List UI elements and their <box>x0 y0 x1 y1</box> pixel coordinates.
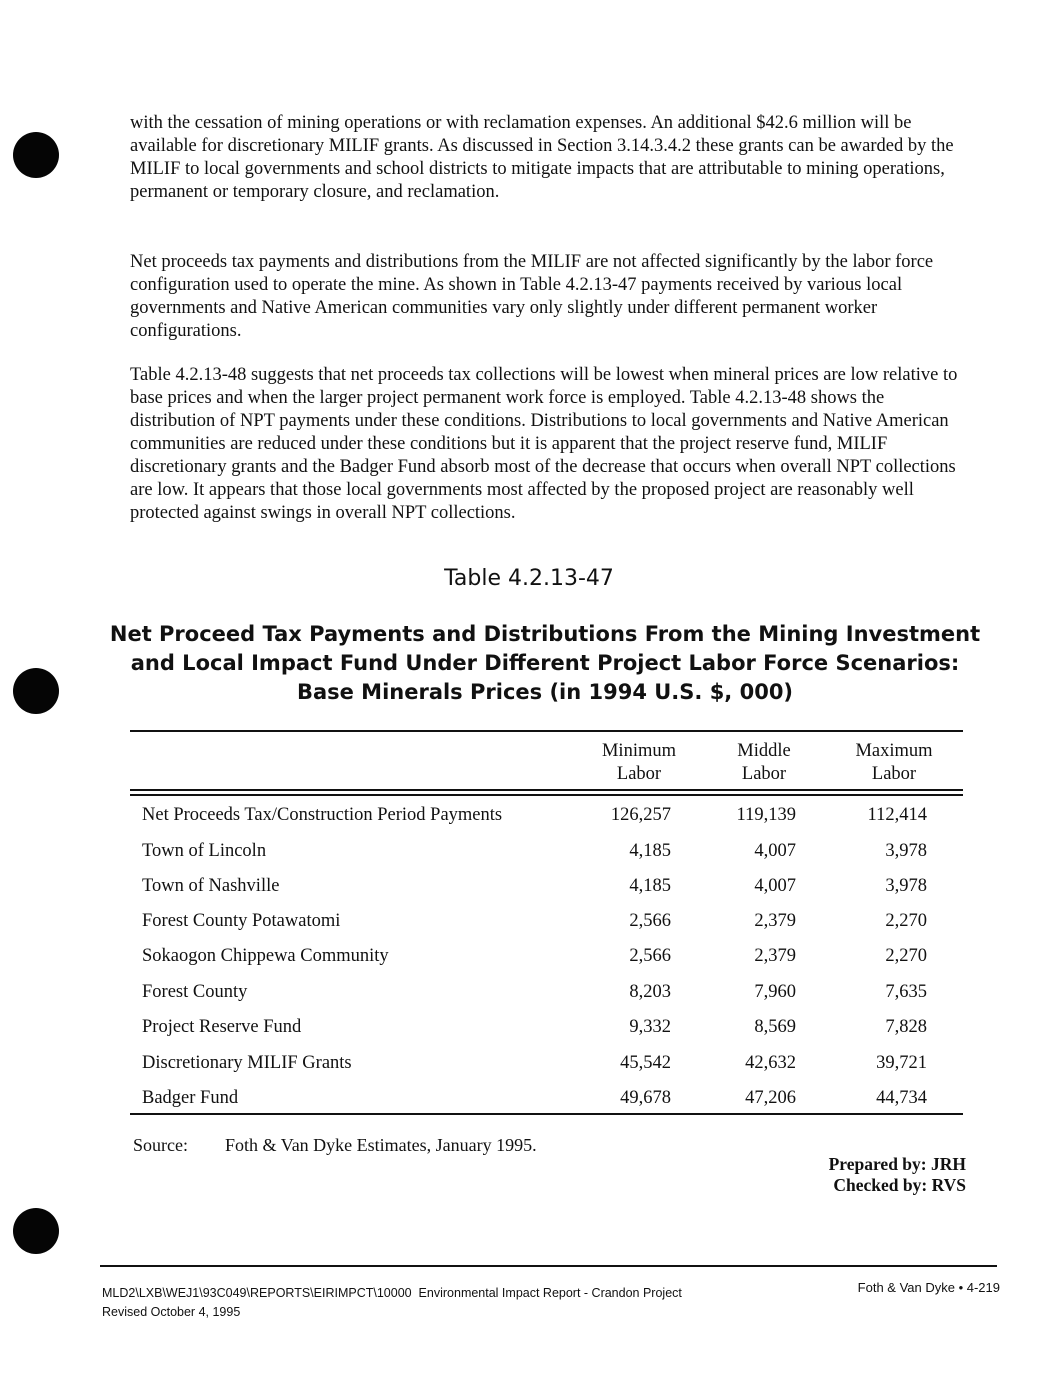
cell-maximum: 3,978 <box>885 841 927 861</box>
cell-minimum: 9,332 <box>629 1017 671 1037</box>
column-header-line: Labor <box>616 764 662 784</box>
row-label: Forest County Potawatomi <box>142 911 341 931</box>
cell-maximum: 2,270 <box>885 911 927 931</box>
cell-maximum: 39,721 <box>876 1053 927 1073</box>
binder-hole-bottom <box>13 1208 59 1254</box>
table-top-rule <box>130 730 963 732</box>
table-row <box>130 1017 963 1052</box>
table-row <box>130 876 963 911</box>
row-label: Project Reserve Fund <box>142 1017 302 1037</box>
source-label: Source: <box>133 1135 188 1155</box>
body-paragraph-3: Table 4.2.13-48 suggests that net proceeds tax collections will be lowest when mineral prices are low relative to base prices and when the larger project permanent work force is employed. Table 4.2.13-48 shows the distribution of NPT payments under these conditions. Distributions to local governments and Native American communities are reduced under these conditions but it is apparent that the project reserve fund, MILIF discretionary grants and the Badger Fund absorb most of the decrease that occurs when overall NPT collections are low. It appears that those local governments most affected by the proposed project are reasonably well protected against swings in overall NPT collections. <box>130 365 958 523</box>
cell-maximum: 44,734 <box>876 1088 927 1108</box>
header-double-rule-upper <box>130 789 963 791</box>
table-source <box>133 1135 537 1156</box>
column-header-line: Minimum <box>601 741 676 761</box>
cell-maximum: 3,978 <box>885 876 927 896</box>
cell-minimum: 126,257 <box>610 805 671 825</box>
column-header-line: Middle <box>737 741 791 761</box>
column-header-line: Labor <box>871 764 917 784</box>
cell-minimum: 45,542 <box>620 1053 671 1073</box>
cell-minimum: 2,566 <box>629 911 671 931</box>
footer-revised: Revised October 4, 1995 <box>102 1305 241 1319</box>
cell-middle: 42,632 <box>745 1053 796 1073</box>
footer-page-id: Foth & Van Dyke • 4-219 <box>857 1280 1000 1295</box>
binder-hole-middle <box>13 668 59 714</box>
cell-maximum: 2,270 <box>885 946 927 966</box>
row-label: Forest County <box>142 982 248 1002</box>
footer-left <box>102 1284 682 1322</box>
signoff-block <box>829 1154 966 1196</box>
body-paragraph-1: with the cessation of mining operations or with reclamation expenses. An additional $42.6 million will be available for discretionary MILIF grants. As discussed in Section 3.14.3.4.2 these grants can be awarded by the MILIF to local governments and school districts to mitigate impacts that are attributable to mining operations, permanent or temporary closure, and reclamation. <box>130 113 954 202</box>
footer-path: MLD2\LXB\WEJ1\93C049\REPORTS\EIRIMPCT\10000 Environmental Impact Report - Crandon Project <box>102 1286 682 1300</box>
column-header-maximum-labor <box>829 740 959 786</box>
cell-middle: 8,569 <box>754 1017 796 1037</box>
column-header-line: Labor <box>741 764 787 784</box>
cell-middle: 47,206 <box>745 1088 796 1108</box>
body-paragraph-2: Net proceeds tax payments and distributions from the MILIF are not affected significantly by the labor force configuration used to operate the mine. As shown in Table 4.2.13-47 payments received by various local governments and Native American communities vary only slightly under different permanent worker configurations. <box>130 252 934 341</box>
cell-minimum: 2,566 <box>629 946 671 966</box>
table-title-line-2: and Local Impact Fund Under Different Project Labor Force Scenarios: <box>130 651 960 675</box>
row-label: Discretionary MILIF Grants <box>142 1053 352 1073</box>
header-double-rule-lower <box>130 794 963 796</box>
column-header-minimum-labor <box>574 740 704 786</box>
cell-minimum: 8,203 <box>629 982 671 1002</box>
table-row <box>130 1053 963 1088</box>
footer-rule <box>100 1265 997 1267</box>
row-label: Badger Fund <box>142 1088 239 1108</box>
table-title <box>100 620 990 707</box>
cell-middle: 4,007 <box>754 876 796 896</box>
cell-middle: 7,960 <box>754 982 796 1002</box>
row-label: Net Proceeds Tax/Construction Period Payments <box>142 805 503 825</box>
table-row <box>130 1088 963 1123</box>
cell-maximum: 112,414 <box>867 805 927 825</box>
cell-maximum: 7,635 <box>885 982 927 1002</box>
table-title-line-1: Net Proceed Tax Payments and Distributions From the Mining Investment <box>109 622 981 646</box>
cell-middle: 2,379 <box>754 911 796 931</box>
table-row <box>130 946 963 981</box>
table-number: Table 4.2.13-47 <box>444 566 614 591</box>
source-text: Foth & Van Dyke Estimates, January 1995. <box>225 1135 537 1155</box>
table-row <box>130 982 963 1017</box>
table-row <box>130 911 963 946</box>
table-title-line-3: Base Minerals Prices (in 1994 U.S. $, 000) <box>296 680 794 704</box>
cell-minimum: 49,678 <box>620 1088 671 1108</box>
column-header-middle-labor <box>699 740 829 786</box>
prepared-by: Prepared by: JRH <box>828 1154 966 1174</box>
row-label: Town of Lincoln <box>142 841 267 861</box>
row-label: Town of Nashville <box>142 876 280 896</box>
cell-minimum: 4,185 <box>629 841 671 861</box>
cell-minimum: 4,185 <box>629 876 671 896</box>
row-label: Sokaogon Chippewa Community <box>142 946 389 966</box>
cell-middle: 4,007 <box>754 841 796 861</box>
table-row <box>130 841 963 876</box>
cell-middle: 2,379 <box>754 946 796 966</box>
cell-maximum: 7,828 <box>885 1017 927 1037</box>
column-header-line: Maximum <box>855 741 933 761</box>
table-row <box>130 805 963 840</box>
checked-by: Checked by: RVS <box>833 1175 966 1195</box>
cell-middle: 119,139 <box>736 805 796 825</box>
binder-hole-top <box>13 132 59 178</box>
